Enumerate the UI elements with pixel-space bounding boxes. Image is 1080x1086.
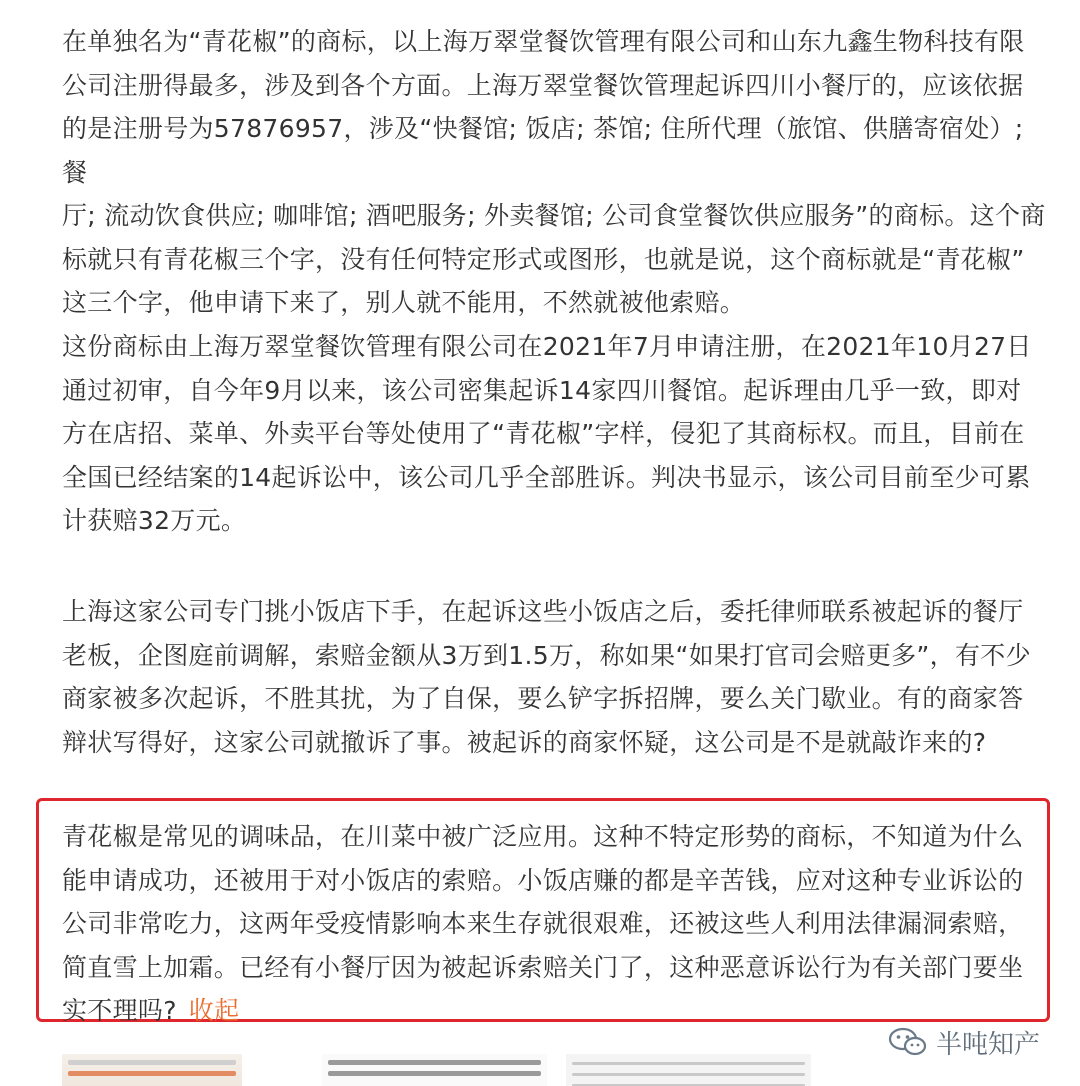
highlighted-comment xyxy=(62,815,1047,1033)
thumbnail-image-3[interactable] xyxy=(566,1054,811,1086)
paragraph-2: 这份商标由上海万翠堂餐饮管理有限公司在2021年7月申请注册，在2021年10月27日 通过初审，自今年9月以来，该公司密集起诉14家四川餐馆。起诉理由几乎一致，即对 方在店招、菜单、外卖平台等处使用了“青花椒”字样，侵犯了其商标权。而且，目前在 全国已经结案的14起诉讼中，该公司几乎全部胜诉。判决书显示，该公司目前至少可累 计获赔32万元。 xyxy=(62,332,1032,535)
thumbnail-image-1[interactable] xyxy=(62,1054,242,1086)
wechat-icon xyxy=(888,1026,928,1058)
watermark-text: 半吨知产 xyxy=(936,1029,1041,1060)
paragraph-3: 上海这家公司专门挑小饭店下手，在起诉这些小饭店之后，委托律师联系被起诉的餐厅 老板，企图庭前调解，索赔金额从3万到1.5万，称如果“如果打官司会赔更多”，有不少 商家被多次起诉，不胜其扰，为了自保，要么铲字拆招牌，要么关门歇业。有的商家答 辩状写得好，这家公司就撤诉了事。被起诉的商家怀疑，这公司是不是就敲诈来的? xyxy=(62,597,1031,757)
watermark xyxy=(888,1022,1040,1062)
thumbnail-image-2[interactable] xyxy=(322,1054,547,1086)
paragraph-1: 在单独名为“青花椒”的商标，以上海万翠堂餐饮管理有限公司和山东九鑫生物科技有限 公司注册得最多，涉及到各个方面。上海万翠堂餐饮管理起诉四川小餐厅的，应该依据 的是注册号为57876957，涉及“快餐馆; 饭店; 茶馆; 住所代理（旅馆、供膳寄宿处）; 餐 厅; 流动饮食供应; 咖啡馆; 酒吧服务; 外卖餐馆; 公司食堂餐饮供应服务”的商标。这个商 标就只有青花椒三个字，没有任何特定形式或图形，也就是说，这个商标就是“青花椒” 这三个字，他申请下来了，别人就不能用，不然就被他索赔。 xyxy=(62,27,1046,317)
collapse-link[interactable]: 收起 xyxy=(188,996,240,1025)
highlighted-comment-text: 青花椒是常见的调味品，在川菜中被广泛应用。这种不特定形势的商标，不知道为什么能申请成功，还被用于对小饭店的索赔。小饭店赚的都是辛苦钱，应对这种专业诉讼的公司非常吃力，这两年受疫情影响本来生存就很艰难，还被这些人利用法律漏洞索赔，简直雪上加霜。已经有小餐厅因为被起诉索赔关门了，这种恶意诉讼行为有关部门要坐实不理吗? xyxy=(62,822,1024,1025)
